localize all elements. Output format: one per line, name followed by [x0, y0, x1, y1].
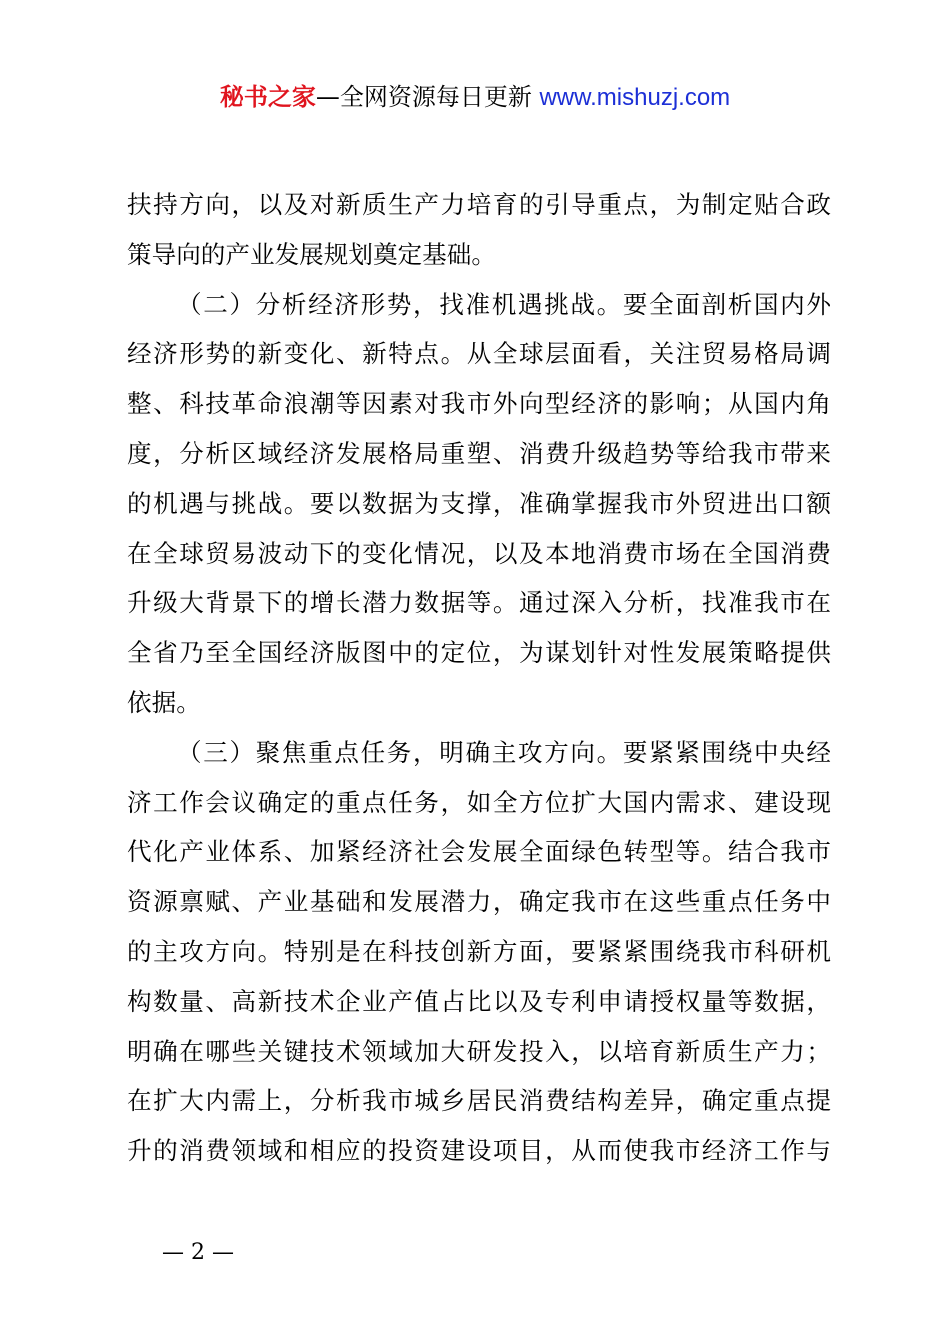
text-line: 济工作会议确定的重点任务，如全方位扩大国内需求、建设现 [127, 787, 831, 817]
text-line: 明确在哪些关键技术领域加大研发投入，以培育新质生产力； [127, 1036, 831, 1066]
text-line: 整、科技革命浪潮等因素对我市外向型经济的影响；从国内角 [127, 389, 831, 419]
brand-name: 秘书之家 [219, 83, 316, 111]
text-line: 度，分析区域经济发展格局重塑、消费升级趋势等给我市带来 [127, 438, 831, 468]
text-line: 依据。 [127, 687, 201, 717]
text-line: 升级大背景下的增长潜力数据等。通过深入分析，找准我市在 [127, 588, 831, 618]
text-line: 代化产业体系、加紧经济社会发展全面绿色转型等。结合我市 [127, 837, 831, 867]
site-url[interactable]: www.mishuzj.com [539, 84, 731, 111]
text-line: 构数量、高新技术企业产值占比以及专利申请授权量等数据， [127, 986, 831, 1016]
text-line: 全省乃至全国经济版图中的定位，为谋划针对性发展策略提供 [127, 638, 831, 668]
text-line: 经济形势的新变化、新特点。从全球层面看，关注贸易格局调 [127, 339, 831, 369]
text-line: 在扩大内需上，分析我市城乡居民消费结构差异，确定重点提 [127, 1086, 831, 1116]
section-heading-line: （二）分析经济形势，找准机遇挑战。要全面剖析国内外 [177, 289, 831, 319]
section-heading-line: （三）聚焦重点任务，明确主攻方向。要紧紧围绕中央经 [177, 737, 831, 767]
text-line: 在全球贸易波动下的变化情况，以及本地消费市场在全国消费 [127, 538, 831, 568]
text-line: 的主攻方向。特别是在科技创新方面，要紧紧围绕我市科研机 [127, 936, 831, 966]
text-line: 升的消费领域和相应的投资建设项目，从而使我市经济工作与 [127, 1136, 831, 1166]
text-line: 策导向的产业发展规划奠定基础。 [127, 239, 496, 269]
site-header [0, 80, 950, 115]
page-number: — 2 — [162, 1240, 234, 1265]
document-body [127, 180, 831, 1176]
text-line: 扶持方向，以及对新质生产力培育的引导重点，为制定贴合政 [127, 190, 831, 219]
text-line: 资源禀赋、产业基础和发展潜力，确定我市在这些重点任务中 [127, 887, 831, 917]
text-line: 的机遇与挑战。要以数据为支撑，准确掌握我市外贸进出口额 [127, 488, 831, 518]
header-slogan: —全网资源每日更新 [315, 83, 532, 111]
